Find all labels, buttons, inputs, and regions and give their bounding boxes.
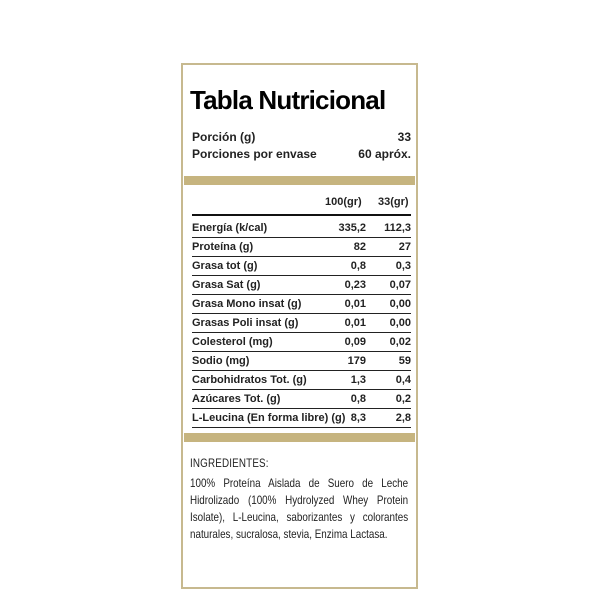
value-100g: 1,3 — [350, 374, 366, 386]
value-33g: 0,02 — [389, 336, 411, 348]
serving-size-label: Porción (g) — [192, 130, 256, 144]
column-header-100g: 100(gr) — [325, 196, 362, 208]
servings-per-container-value: 60 apróx. — [358, 147, 411, 161]
value-33g: 59 — [398, 355, 411, 367]
nutrient-name: Azúcares Tot. (g) — [192, 393, 281, 405]
serving-size-row — [192, 130, 411, 144]
table-row — [192, 332, 411, 352]
value-100g: 335,2 — [338, 222, 366, 234]
value-33g: 0,00 — [389, 317, 411, 329]
value-33g: 112,3 — [384, 222, 411, 234]
table-row — [192, 294, 411, 314]
servings-per-container-label: Porciones por envase — [192, 147, 317, 161]
table-row — [192, 237, 411, 257]
nutrient-name: Grasa tot (g) — [192, 260, 258, 272]
value-33g: 0,2 — [395, 393, 411, 405]
servings-per-container-row — [192, 147, 411, 161]
value-100g: 0,8 — [350, 393, 366, 405]
divider-band-top — [184, 176, 415, 185]
value-33g: 27 — [398, 241, 411, 253]
nutrient-name: Sodio (mg) — [192, 355, 250, 367]
serving-size-value: 33 — [397, 130, 411, 144]
header-rule — [192, 214, 411, 216]
nutrient-name: Energía (k/cal) — [192, 222, 268, 234]
nutrient-name: Colesterol (mg) — [192, 336, 273, 348]
ingredients-text: 100% Proteína Aislada de Suero de Leche Hidrolizado (100% Hydrolyzed Whey Protein Isolate), L-Leucina, saborizantes y colorantes naturales, sucralosa, stevia, Enzima Lactasa. — [190, 476, 409, 541]
value-33g: 0,07 — [389, 279, 411, 291]
table-row — [192, 389, 411, 409]
table-row — [192, 351, 411, 371]
value-33g: 0,4 — [395, 374, 411, 386]
table-row — [192, 256, 411, 276]
value-100g: 0,01 — [344, 317, 366, 329]
value-100g: 8,3 — [350, 412, 366, 424]
value-33g: 0,3 — [395, 260, 411, 272]
value-33g: 2,8 — [395, 412, 411, 424]
table-row — [192, 275, 411, 295]
value-100g: 0,8 — [350, 260, 366, 272]
nutrient-name: Grasa Sat (g) — [192, 279, 261, 291]
label-title: Tabla Nutricional — [190, 85, 386, 115]
divider-band-bottom — [184, 433, 415, 442]
column-header-33g: 33(gr) — [378, 196, 409, 208]
nutrient-name: Grasas Poli insat (g) — [192, 317, 299, 329]
table-row — [192, 408, 411, 428]
nutrient-name: L-Leucina (En forma libre) (g) — [192, 412, 346, 424]
value-100g: 179 — [347, 355, 366, 367]
value-33g: 0,00 — [389, 298, 411, 310]
value-100g: 0,09 — [344, 336, 366, 348]
nutrient-name: Grasa Mono insat (g) — [192, 298, 302, 310]
nutrient-name: Proteína (g) — [192, 241, 254, 253]
value-100g: 0,01 — [344, 298, 366, 310]
value-100g: 0,23 — [344, 279, 366, 291]
value-100g: 82 — [353, 241, 366, 253]
table-row — [192, 370, 411, 390]
table-row — [192, 313, 411, 333]
table-row — [192, 218, 411, 238]
nutrient-name: Carbohidratos Tot. (g) — [192, 374, 307, 386]
ingredients-heading: INGREDIENTES: — [190, 456, 269, 470]
nutrition-label — [181, 63, 418, 589]
